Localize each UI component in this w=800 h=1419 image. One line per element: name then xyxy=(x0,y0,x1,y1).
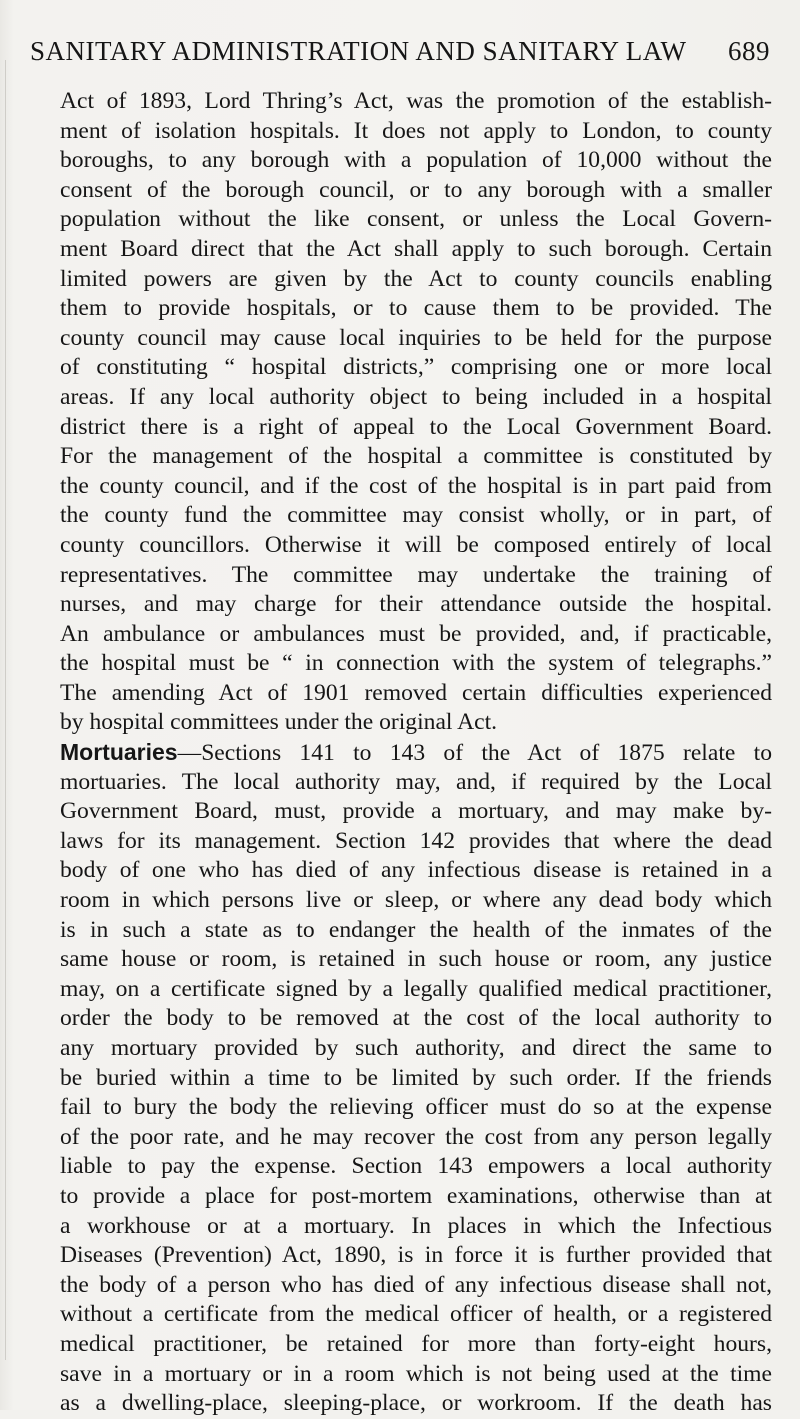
text-line: Government Board, must, provide a mortuary, and may make by- xyxy=(60,798,772,825)
text-line: may, on a certificate signed by a legally qualified medical practitioner, xyxy=(60,975,772,1002)
text-line: of constituting “ hospital districts,” comprising one or more local xyxy=(60,354,772,381)
text-line: be buried within a time to be limited by such order. If the friends xyxy=(60,1064,772,1091)
text-line: areas. If any local authority object to being included in a hospital xyxy=(60,383,772,410)
page-gutter-edge xyxy=(5,60,6,1360)
running-head-title: SANITARY ADMINISTRATION AND SANITARY LAW xyxy=(30,36,687,66)
text-line: order the body to be removed at the cost of the local authority to xyxy=(60,1005,772,1032)
text-line: county council may cause local inquiries to be held for the purpose xyxy=(60,324,772,351)
text-line: body of one who has died of any infectious disease is retained in a xyxy=(60,857,772,884)
text-line: a workhouse or at a mortuary. In places in which the Infectious xyxy=(60,1212,772,1239)
text-line: as a dwelling-place, sleeping-place, or workroom. If the death has xyxy=(60,1390,772,1417)
text-line: county councillors. Otherwise it will be composed entirely of local xyxy=(60,531,772,558)
text-line-with-sidehead xyxy=(60,738,772,768)
page-number: 689 xyxy=(728,36,770,66)
text-line: them to provide hospitals, or to cause them to be provided. The xyxy=(60,295,772,322)
text-line: representatives. The committee may undertake the training of xyxy=(60,561,772,588)
text-line: is in such a state as to endanger the health of the inmates of the xyxy=(60,916,772,943)
sidehead-mortuaries: Mortuaries xyxy=(60,739,178,766)
body-text xyxy=(60,87,772,1419)
text-line: laws for its management. Section 142 provides that where the dead xyxy=(60,827,772,854)
text-line: limited powers are given by the Act to county councils enabling xyxy=(60,265,772,292)
text-line: Diseases (Prevention) Act, 1890, is in force it is further provided that xyxy=(60,1242,772,1269)
text-line: liable to pay the expense. Section 143 empowers a local authority xyxy=(60,1153,772,1180)
text-line: the hospital must be “ in connection with the system of telegraphs.” xyxy=(60,650,772,677)
text-line: population without the like consent, or unless the Local Govern- xyxy=(60,206,772,233)
text-line: For the management of the hospital a committee is constituted by xyxy=(60,443,772,470)
text-line: fail to bury the body the relieving officer must do so at the expense xyxy=(60,1094,772,1121)
paragraph-isolation-hospitals xyxy=(60,87,772,738)
text-line: same house or room, is retained in such house or room, any justice xyxy=(60,946,772,973)
text-line: the body of a person who has died of any infectious disease shall not, xyxy=(60,1271,772,1298)
text-line: ment of isolation hospitals. It does not apply to London, to county xyxy=(60,117,772,144)
text-line: nurses, and may charge for their attendance outside the hospital. xyxy=(60,591,772,618)
text-line: of the poor rate, and he may recover the cost from any person legally xyxy=(60,1123,772,1150)
text-line: save in a mortuary or in a room which is not being used at the time xyxy=(60,1360,772,1387)
text-line: Act of 1893, Lord Thring’s Act, was the promotion of the establish- xyxy=(60,88,772,114)
text-line: boroughs, to any borough with a population of 10,000 without the xyxy=(60,147,772,174)
sidehead-line-rest: —Sections 141 to 143 of the Act of 1875 relate to xyxy=(177,740,772,767)
paragraph-mortuaries xyxy=(60,738,772,1419)
text-line: The amending Act of 1901 removed certain difficulties experienced xyxy=(60,679,772,706)
text-line: consent of the borough council, or to any borough with a smaller xyxy=(60,176,772,203)
text-line: any mortuary provided by such authority, and direct the same to xyxy=(60,1035,772,1061)
text-line: medical practitioner, be retained for more than forty-eight hours, xyxy=(60,1330,772,1357)
running-head xyxy=(30,36,770,67)
text-line: to provide a place for post-mortem examinations, otherwise than at xyxy=(60,1182,772,1209)
text-line: An ambulance or ambulances must be provided, and, if practicable, xyxy=(60,620,772,647)
text-line: by hospital committees under the original Act. xyxy=(60,709,498,736)
text-line: district there is a right of appeal to the Local Government Board. xyxy=(60,413,772,440)
text-line: room in which persons live or sleep, or where any dead body which xyxy=(60,887,772,914)
text-line: the county council, and if the cost of the hospital is in part paid from xyxy=(60,472,772,499)
text-line: the county fund the committee may consist wholly, or in part, of xyxy=(60,502,772,529)
text-line: ment Board direct that the Act shall apply to such borough. Certain xyxy=(60,235,772,262)
text-line: without a certificate from the medical officer of health, or a registered xyxy=(60,1301,772,1328)
text-line: mortuaries. The local authority may, and, if required by the Local xyxy=(60,768,772,795)
